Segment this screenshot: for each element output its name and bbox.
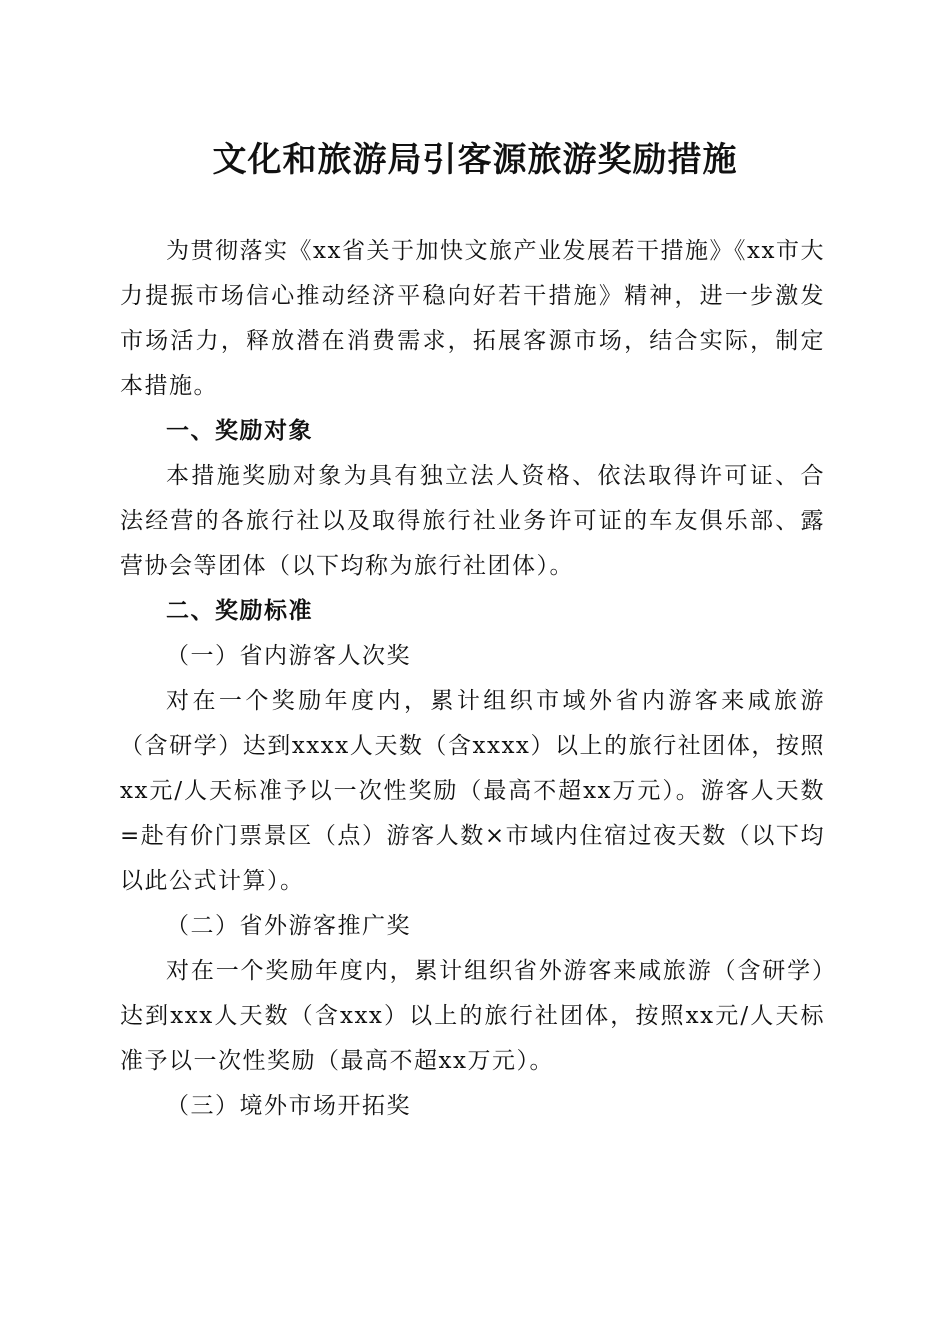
outside-province-paragraph: 对在一个奖励年度内，累计组织省外游客来咸旅游（含研学）达到xxx人天数（含xxx）以上的旅行社团体，按照xx元/人天标准予以一次性奖励（最高不超xx万元）。: [120, 958, 825, 1074]
domestic-visitors-paragraph: 对在一个奖励年度内，累计组织市域外省内游客来咸旅游（含研学）达到xxxx人天数（含xxxx）以上的旅行社团体，按照xx元/人天标准予以一次性奖励（最高不超xx万元）。游客人天数=赴有价门票景区（点）游客人数×市域内住宿过夜天数（以下均以此公式计算）。: [120, 688, 825, 894]
document-title: 文化和旅游局引客源旅游奖励措施: [212, 140, 738, 180]
subheading-outside-province: （二）省外游客推广奖: [166, 913, 411, 939]
subheading-overseas-market: （三）境外市场开拓奖: [166, 1093, 411, 1119]
document-body: [120, 229, 825, 1129]
recipients-paragraph: 本措施奖励对象为具有独立法人资格、依法取得许可证、合法经营的各旅行社以及取得旅行社业务许可证的车友俱乐部、露营协会等团体（以下均称为旅行社团体）。: [120, 463, 825, 579]
subheading-domestic-visitors: （一）省内游客人次奖: [166, 643, 411, 669]
intro-paragraph: 为贯彻落实《xx省关于加快文旅产业发展若干措施》《xx市大力提振市场信心推动经济平稳向好若干措施》精神，进一步激发市场活力，释放潜在消费需求，拓展客源市场，结合实际，制定本措施。: [120, 238, 825, 399]
section-heading-standards: 二、奖励标准: [166, 598, 313, 624]
section-heading-recipients: 一、奖励对象: [166, 418, 313, 444]
